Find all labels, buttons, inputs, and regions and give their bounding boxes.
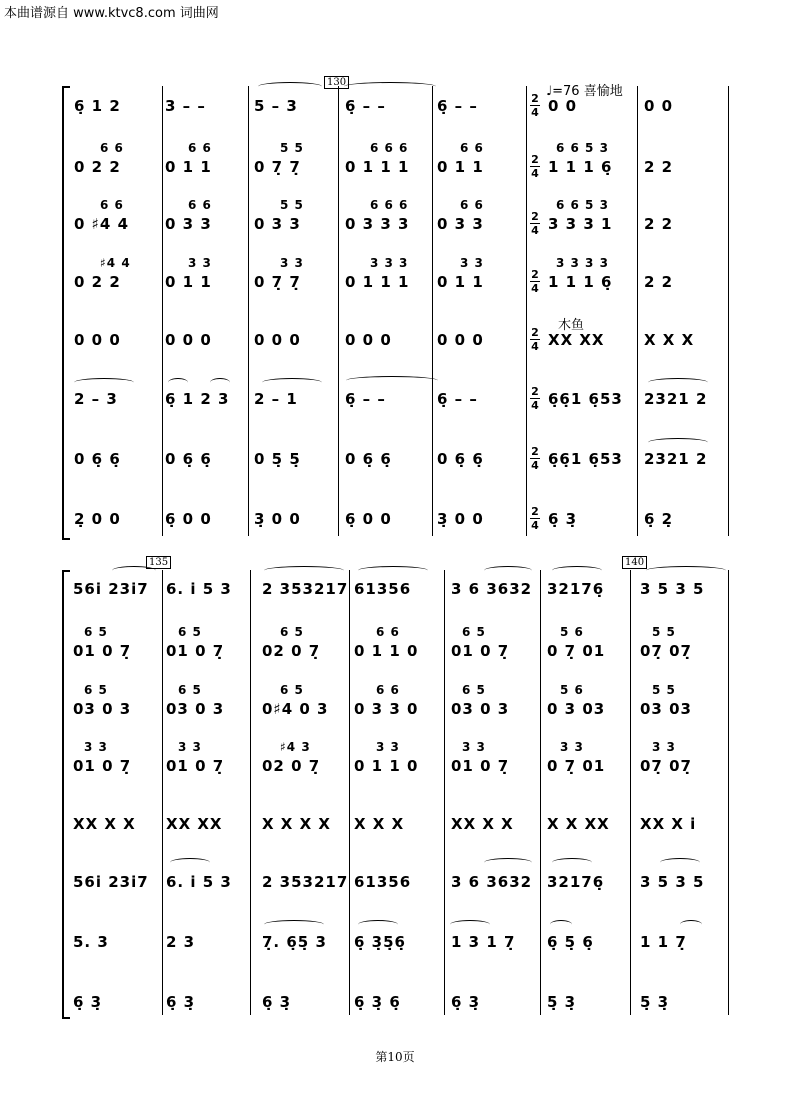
upper-chord-tones: 3 3 xyxy=(84,740,108,754)
measure-notes: 6̣ – – xyxy=(345,390,386,408)
upper-chord-tones: 5 6 xyxy=(560,625,584,639)
measure-notes: 2 2 xyxy=(644,158,674,176)
measure-notes: 2 3 xyxy=(166,933,196,951)
time-signature: 2 4 xyxy=(531,445,539,472)
measure-notes: XX X X xyxy=(73,815,136,833)
measure-notes: 03 0 3 xyxy=(166,700,225,718)
measure-notes: 0♯4 0 3 xyxy=(262,700,329,718)
measure-notes: 3̣ 0 0 xyxy=(254,510,301,528)
measure-notes: 0 0 xyxy=(548,97,578,115)
measure-notes: XX X i xyxy=(640,815,697,833)
measure-notes: 02 0 7̣ xyxy=(262,757,321,775)
measure-notes: 07̣ 07̣ xyxy=(640,642,692,660)
slur xyxy=(648,378,708,387)
measure-notes: 6̣ 1 2 3 xyxy=(165,390,230,408)
upper-chord-tones: 5 5 xyxy=(280,141,304,155)
time-signature: 2 4 xyxy=(531,505,539,532)
measure-notes: 5. 3 xyxy=(73,933,109,951)
measure-notes: 0 1 1 1 xyxy=(345,273,410,291)
measure-notes: 0 6̣ 6̣ xyxy=(74,450,121,468)
upper-chord-tones: 6 5 xyxy=(462,683,486,697)
barline xyxy=(444,570,445,1015)
upper-chord-tones: 6 6 xyxy=(100,198,124,212)
slur xyxy=(358,920,398,929)
measure-notes: 6̣ 3̣ xyxy=(451,993,481,1011)
upper-chord-tones: 6 6 xyxy=(460,198,484,212)
barline xyxy=(162,570,163,1015)
measure-notes: X X X xyxy=(644,331,695,349)
measure-notes: X X XX xyxy=(547,815,610,833)
measure-notes: 6. i 5 3 xyxy=(166,580,232,598)
upper-chord-tones: 6 6 xyxy=(188,141,212,155)
upper-chord-tones: 6 5 xyxy=(178,683,202,697)
slur xyxy=(170,858,210,867)
measure-notes: XX XX xyxy=(166,815,223,833)
slur xyxy=(648,438,708,447)
measure-notes: 2321 2 xyxy=(644,450,708,468)
measure-notes: 3 3 3 1 xyxy=(548,215,613,233)
upper-chord-tones: 3 3 xyxy=(178,740,202,754)
measure-notes: 3 6 3632 xyxy=(451,580,533,598)
measure-notes: 2 2 xyxy=(644,273,674,291)
measure-notes: 0 7̣ 7̣ xyxy=(254,273,301,291)
measure-notes: 32176̣ xyxy=(547,873,605,891)
measure-notes: 0 6̣ 6̣ xyxy=(165,450,212,468)
source-header: 本曲谱源自 www.ktvc8.com 词曲网 xyxy=(4,6,219,21)
upper-chord-tones: 6 6 xyxy=(460,141,484,155)
upper-chord-tones: 6 5 xyxy=(280,683,304,697)
measure-notes: 03 0 3 xyxy=(73,700,132,718)
measure-notes: 0 3 3 xyxy=(165,215,212,233)
measure-notes: 2321 2 xyxy=(644,390,708,408)
measure-notes: 0 1 1 0 xyxy=(354,757,419,775)
measure-notes: 56i 23i7 xyxy=(73,873,149,891)
upper-chord-tones: 3 3 3 3 xyxy=(556,256,609,270)
time-signature: 2 4 xyxy=(531,210,539,237)
measure-notes: 6̣ 3̣ xyxy=(548,510,578,528)
barline xyxy=(526,86,527,536)
upper-chord-tones: 6 5 xyxy=(178,625,202,639)
measure-notes: 0 1 1 xyxy=(165,158,212,176)
measure-notes: 01 0 7̣ xyxy=(166,642,225,660)
upper-chord-tones: 5 6 xyxy=(560,683,584,697)
system-bracket xyxy=(62,86,70,540)
measure-notes: 0 6̣ 6̣ xyxy=(437,450,484,468)
measure-notes: 7̣. 6̣5̣ 3 xyxy=(262,933,327,951)
measure-notes: 0 3 3 3 xyxy=(345,215,410,233)
measure-notes: 01 0 7̣ xyxy=(73,642,132,660)
measure-notes: 32176̣ xyxy=(547,580,605,598)
upper-chord-tones: 3 3 xyxy=(652,740,676,754)
barline xyxy=(432,86,433,536)
measure-notes: 6̣ 1 2 xyxy=(74,97,121,115)
barline xyxy=(162,86,163,536)
measure-notes: 6̣ – – xyxy=(345,97,386,115)
measure-notes: 0 3 3 xyxy=(254,215,301,233)
rehearsal-mark-135: 135 xyxy=(146,556,171,569)
measure-notes: 0 1 1 1 xyxy=(345,158,410,176)
measure-notes: 0 0 0 xyxy=(345,331,392,349)
measure-notes: 5 – 3 xyxy=(254,97,298,115)
upper-chord-tones: ♯4 3 xyxy=(280,740,311,754)
percussion-label: 木鱼 xyxy=(558,318,585,333)
measure-notes: 0 1 1 xyxy=(437,158,484,176)
measure-notes: 2 2 xyxy=(644,215,674,233)
slur xyxy=(484,566,532,575)
time-signature: 2 4 xyxy=(531,268,539,295)
slur xyxy=(264,566,344,575)
upper-chord-tones: 6 6 6 xyxy=(370,198,409,212)
upper-chord-tones: 6 5 xyxy=(280,625,304,639)
measure-notes: 01 0 7̣ xyxy=(73,757,132,775)
measure-notes: 0 1 1 xyxy=(437,273,484,291)
measure-notes: 0 0 xyxy=(644,97,674,115)
measure-notes: 0 2 2 xyxy=(74,158,121,176)
upper-chord-tones: 3 3 xyxy=(560,740,584,754)
tempo-marking: ♩=76 喜愉地 xyxy=(546,84,623,99)
measure-notes: 3 5 3 5 xyxy=(640,873,705,891)
measure-notes: 6̣ 3̣5̣6̣ xyxy=(354,933,406,951)
measure-notes: XX X X xyxy=(451,815,514,833)
upper-chord-tones: 3 3 xyxy=(460,256,484,270)
slur xyxy=(550,920,572,929)
measure-notes: X X X xyxy=(354,815,405,833)
system-bracket xyxy=(62,570,70,1019)
measure-notes: 6̣ 2̣ xyxy=(644,510,674,528)
measure-notes: 3 – – xyxy=(165,97,206,115)
upper-chord-tones: 6 5 xyxy=(84,625,108,639)
time-signature: 2 4 xyxy=(531,153,539,180)
measure-notes: 6̣ 3̣ xyxy=(73,993,103,1011)
measure-notes: X X X X xyxy=(262,815,331,833)
slur xyxy=(74,378,134,387)
measure-notes: 2̣ 0 0 xyxy=(74,510,121,528)
measure-notes: 3 5 3 5 xyxy=(640,580,705,598)
upper-chord-tones: 6 6 xyxy=(376,683,400,697)
slur xyxy=(680,920,702,929)
measure-notes: 1 1 7̣ xyxy=(640,933,687,951)
measure-notes: 0 7̣ 01 xyxy=(547,757,606,775)
measure-notes: 6̣ – – xyxy=(437,97,478,115)
measure-notes: 0 2 2 xyxy=(74,273,121,291)
slur xyxy=(646,566,726,575)
barline xyxy=(338,86,339,536)
measure-notes: 3̣ 0 0 xyxy=(437,510,484,528)
time-signature: 2 4 xyxy=(531,385,539,412)
measure-notes: 01 0 7̣ xyxy=(451,642,510,660)
measure-notes: 0 7̣ 01 xyxy=(547,642,606,660)
upper-chord-tones: 5 5 xyxy=(652,683,676,697)
measure-notes: 6̣ 0 0 xyxy=(345,510,392,528)
measure-notes: 6. i 5 3 xyxy=(166,873,232,891)
measure-notes: 1 3 1 7̣ xyxy=(451,933,516,951)
measure-notes: 01 0 7̣ xyxy=(451,757,510,775)
rehearsal-mark-130: 130 xyxy=(324,76,349,89)
upper-chord-tones: 3 3 3 xyxy=(370,256,409,270)
upper-chord-tones: 3 3 xyxy=(280,256,304,270)
measure-notes: 01 0 7̣ xyxy=(166,757,225,775)
measure-notes: 0 0 0 xyxy=(254,331,301,349)
barline xyxy=(540,570,541,1015)
barline xyxy=(248,86,249,536)
measure-notes: 0 0 0 xyxy=(165,331,212,349)
measure-notes: 0 3 3 0 xyxy=(354,700,419,718)
measure-notes: 5̣ 3̣ xyxy=(640,993,670,1011)
measure-notes: 6̣ 3̣ xyxy=(166,993,196,1011)
upper-chord-tones: 6 6 xyxy=(376,625,400,639)
upper-chord-tones: 6 6 6 xyxy=(370,141,409,155)
slur xyxy=(358,566,428,575)
measure-notes: 0 ♯4 4 xyxy=(74,215,130,233)
measure-notes: 02 0 7̣ xyxy=(262,642,321,660)
upper-chord-tones: 3 3 xyxy=(376,740,400,754)
barline xyxy=(728,86,729,536)
measure-notes: 0 6̣ 6̣ xyxy=(345,450,392,468)
measure-notes: 2 353217 xyxy=(262,580,349,598)
slur xyxy=(210,378,230,387)
upper-chord-tones: 3 3 xyxy=(188,256,212,270)
measure-notes: 6̣ 3̣ 6̣ xyxy=(354,993,401,1011)
slur xyxy=(660,858,700,867)
upper-chord-tones: 6 5 xyxy=(84,683,108,697)
upper-chord-tones: 6 6 5 3 xyxy=(556,141,609,155)
slur xyxy=(264,920,324,929)
upper-chord-tones: ♯4 4 xyxy=(100,256,131,270)
measure-notes: 0 0 0 xyxy=(74,331,121,349)
measure-notes: 6̣ 5̣ 6̣ xyxy=(547,933,594,951)
measure-notes: 1 1 1 6̣ xyxy=(548,273,613,291)
slur xyxy=(262,378,322,387)
measure-notes: 6̣ 3̣ xyxy=(262,993,292,1011)
measure-notes: 03 03 xyxy=(640,700,692,718)
measure-notes: 56i 23i7 xyxy=(73,580,149,598)
rehearsal-mark-140: 140 xyxy=(622,556,647,569)
measure-notes: 0 3 3 xyxy=(437,215,484,233)
slur xyxy=(168,378,188,387)
slur xyxy=(484,858,532,867)
measure-notes: 0 5̣ 5̣ xyxy=(254,450,301,468)
measure-notes: 2 353217 xyxy=(262,873,349,891)
time-signature: 2 4 xyxy=(531,92,539,119)
upper-chord-tones: 5 5 xyxy=(280,198,304,212)
barline xyxy=(728,570,729,1015)
measure-notes: 61356 xyxy=(354,580,412,598)
measure-notes: 61356 xyxy=(354,873,412,891)
measure-notes: 0 3 03 xyxy=(547,700,606,718)
measure-notes: 6̣6̣1 6̣53 xyxy=(548,390,623,408)
slur xyxy=(346,376,438,385)
measure-notes: 0 1 1 0 xyxy=(354,642,419,660)
upper-chord-tones: 6 5 xyxy=(462,625,486,639)
measure-notes: 6̣ 0 0 xyxy=(165,510,212,528)
measure-notes: 0 1 1 xyxy=(165,273,212,291)
measure-notes: 2 – 3 xyxy=(74,390,118,408)
measure-notes: 3 6 3632 xyxy=(451,873,533,891)
upper-chord-tones: 6 6 5 3 xyxy=(556,198,609,212)
measure-notes: 07̣ 07̣ xyxy=(640,757,692,775)
upper-chord-tones: 5 5 xyxy=(652,625,676,639)
upper-chord-tones: 6 6 xyxy=(100,141,124,155)
slur xyxy=(552,566,602,575)
measure-notes: 6̣6̣1 6̣53 xyxy=(548,450,623,468)
measure-notes: 0 7̣ 7̣ xyxy=(254,158,301,176)
measure-notes: XX XX xyxy=(548,331,605,349)
slur xyxy=(450,920,490,929)
measure-notes: 5̣ 3̣ xyxy=(547,993,577,1011)
slur xyxy=(344,82,436,91)
measure-notes: 1 1 1 6̣ xyxy=(548,158,613,176)
measure-notes: 0 0 0 xyxy=(437,331,484,349)
barline xyxy=(250,570,251,1015)
measure-notes: 2 – 1 xyxy=(254,390,298,408)
upper-chord-tones: 6 6 xyxy=(188,198,212,212)
barline xyxy=(637,86,638,536)
upper-chord-tones: 3 3 xyxy=(462,740,486,754)
slur xyxy=(258,82,322,91)
barline xyxy=(349,570,350,1015)
barline xyxy=(630,570,631,1015)
measure-notes: 6̣ – – xyxy=(437,390,478,408)
slur xyxy=(552,858,592,867)
time-signature: 2 4 xyxy=(531,326,539,353)
slur xyxy=(112,566,156,575)
measure-notes: 03 0 3 xyxy=(451,700,510,718)
page-number: 第10页 xyxy=(375,1050,415,1064)
